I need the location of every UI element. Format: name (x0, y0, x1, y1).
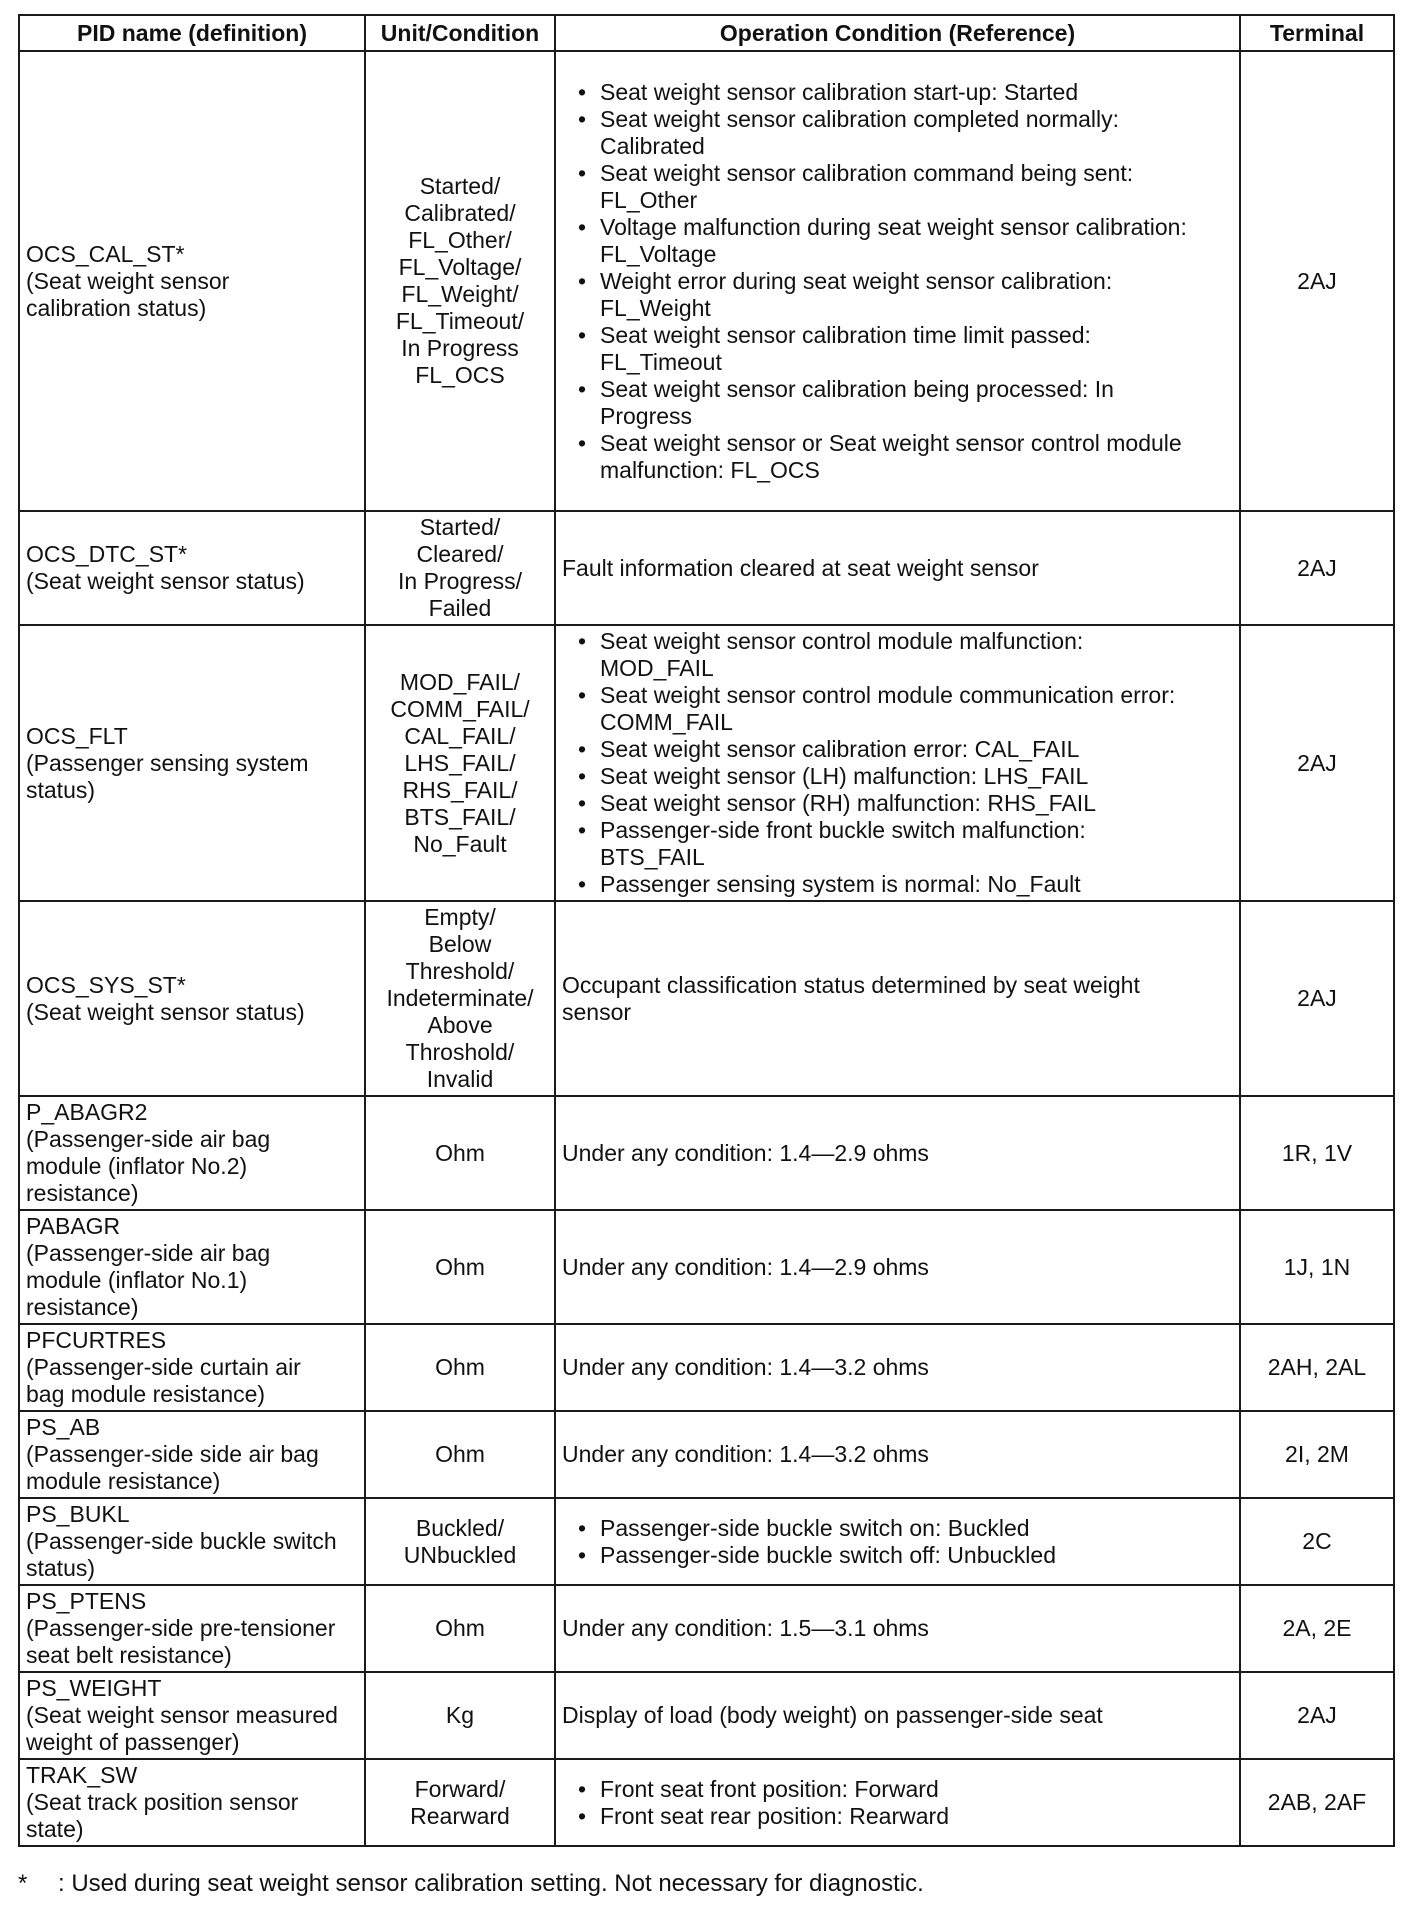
pid-definition-line: (Passenger-side buckle switch (26, 1528, 337, 1554)
condition-cell (555, 1411, 1240, 1498)
condition-item-line: • Passenger-side buckle switch off: Unbuckled (600, 1541, 1056, 1568)
unit-line: Ohm (435, 1354, 485, 1380)
pid-definition-line: resistance) (26, 1180, 139, 1206)
pid-cell (19, 1759, 365, 1846)
condition-item-line: • Seat weight sensor calibration time limit passed: (600, 321, 1091, 348)
unit-cell (365, 1411, 555, 1498)
header-terminal: Terminal (1240, 15, 1394, 51)
condition-item-line: • Seat weight sensor control module communication error: (600, 682, 1176, 708)
pid-definition-line: (Passenger-side pre-tensioner (26, 1615, 336, 1641)
unit-line: MOD_FAIL/ (399, 668, 521, 695)
unit-cell (365, 511, 555, 625)
condition-item-line: • Passenger-side buckle switch on: Buckled (600, 1514, 1030, 1541)
condition-text-line: Occupant classification status determined by seat weight (562, 971, 1140, 998)
condition-cell (555, 1498, 1240, 1585)
table-header-row (19, 15, 1394, 51)
pid-definition-line: (Seat weight sensor (26, 267, 230, 294)
table-row (19, 51, 1394, 511)
table-row (19, 1210, 1394, 1324)
table-row (19, 1585, 1394, 1672)
pid-definition-line: (Passenger sensing system (26, 749, 309, 776)
condition-cell (555, 1585, 1240, 1672)
condition-list (562, 628, 1233, 898)
table-row (19, 1411, 1394, 1498)
footnote-marker: * (18, 1870, 28, 1897)
condition-item-line: Progress (600, 402, 693, 429)
pid-name: PS_BUKL (26, 1501, 130, 1527)
unit-line: FL_Other/ (408, 227, 512, 253)
condition-item-line: • Front seat rear position: Rearward (600, 1802, 949, 1829)
condition-item (578, 79, 1233, 106)
unit-line: UNbuckled (403, 1541, 517, 1568)
terminal-cell: 2C (1240, 1498, 1394, 1585)
pid-name: PS_WEIGHT (26, 1675, 162, 1701)
condition-item-line: COMM_FAIL (600, 709, 733, 735)
pid-definition-line: module (inflator No.2) (26, 1153, 248, 1179)
condition-item-line: BTS_FAIL (600, 844, 705, 870)
condition-item (578, 214, 1233, 268)
condition-item (578, 322, 1233, 376)
terminal-cell: 2A, 2E (1240, 1585, 1394, 1672)
table-row (19, 1672, 1394, 1759)
unit-line: Ohm (435, 1615, 485, 1641)
unit-line: COMM_FAIL/ (390, 695, 530, 722)
unit-line: No_Fault (413, 830, 507, 857)
unit-line: RHS_FAIL/ (402, 776, 518, 803)
condition-item-line: • Seat weight sensor or Seat weight sensor control module (600, 429, 1182, 456)
table-body (19, 51, 1394, 1846)
unit-cell (365, 1585, 555, 1672)
pid-name: OCS_FLT (26, 722, 128, 749)
table-row (19, 625, 1394, 901)
condition-cell (555, 901, 1240, 1096)
condition-item-line: • Seat weight sensor calibration being processed: In (600, 375, 1114, 402)
unit-cell (365, 1096, 555, 1210)
condition-item-line: • Passenger sensing system is normal: No_Fault (600, 871, 1081, 897)
condition-item (578, 790, 1233, 817)
condition-item-line: • Front seat front position: Forward (600, 1775, 939, 1802)
condition-text-line: Fault information cleared at seat weight sensor (562, 554, 1039, 581)
pid-definition-line: module (inflator No.1) (26, 1267, 248, 1293)
unit-line: FL_Voltage/ (398, 254, 522, 280)
condition-item-line: • Seat weight sensor calibration error: CAL_FAIL (600, 736, 1080, 762)
footnote-text: : Used during seat weight sensor calibration setting. Not necessary for diagnostic. (58, 1870, 924, 1897)
condition-item-line: • Seat weight sensor calibration completed normally: (600, 105, 1120, 132)
unit-cell (365, 625, 555, 901)
unit-line: Empty/ (424, 904, 496, 930)
unit-line: Below (428, 931, 492, 957)
terminal-cell: 2AH, 2AL (1240, 1324, 1394, 1411)
condition-item (578, 268, 1233, 322)
terminal-cell: 2AJ (1240, 1672, 1394, 1759)
unit-line: Ohm (435, 1253, 485, 1280)
condition-list (562, 1776, 1233, 1830)
condition-cell (555, 51, 1240, 511)
terminal-cell: 1R, 1V (1240, 1096, 1394, 1210)
condition-item (578, 430, 1233, 484)
pid-definition-line: weight of passenger) (26, 1729, 240, 1755)
condition-cell (555, 1096, 1240, 1210)
pid-cell (19, 51, 365, 511)
condition-item-line: • Weight error during seat weight sensor calibration: (600, 267, 1113, 294)
condition-item-line: FL_Timeout (600, 348, 722, 375)
condition-cell (555, 1759, 1240, 1846)
pid-definition-line: seat belt resistance) (26, 1642, 232, 1668)
unit-cell (365, 1672, 555, 1759)
condition-item (578, 871, 1233, 898)
condition-item (578, 682, 1233, 736)
condition-item (578, 763, 1233, 790)
unit-line: In Progress/ (398, 568, 522, 594)
pid-definition-line: (Passenger-side air bag (26, 1240, 271, 1266)
condition-item (578, 736, 1233, 763)
condition-item-line: MOD_FAIL (600, 655, 714, 681)
condition-cell (555, 1324, 1240, 1411)
unit-line: Threshold/ (405, 958, 515, 984)
table-row (19, 1498, 1394, 1585)
condition-cell (555, 511, 1240, 625)
unit-cell (365, 1210, 555, 1324)
condition-item (578, 376, 1233, 430)
condition-list (562, 79, 1233, 484)
pid-table (18, 14, 1395, 1847)
pid-definition-line: (Seat track position sensor (26, 1789, 299, 1815)
pid-cell (19, 1324, 365, 1411)
condition-item-line: malfunction: FL_OCS (600, 456, 820, 483)
condition-cell (555, 625, 1240, 901)
pid-definition-line: status) (26, 776, 96, 803)
condition-item-line: FL_Other (600, 186, 698, 213)
condition-item-line: • Passenger-side front buckle switch malfunction: (600, 817, 1086, 843)
unit-line: FL_OCS (415, 362, 505, 388)
condition-text-line: Under any condition: 1.4—3.2 ohms (562, 1354, 929, 1380)
condition-item-line: • Voltage malfunction during seat weight sensor calibration: (600, 213, 1187, 240)
pid-definition-line: (Passenger-side side air bag (26, 1441, 319, 1467)
unit-line: Failed (428, 595, 492, 621)
condition-text-line: sensor (562, 998, 632, 1025)
unit-cell (365, 901, 555, 1096)
condition-item-line: • Seat weight sensor calibration start-up: Started (600, 78, 1079, 105)
condition-list (562, 1515, 1233, 1569)
condition-item (578, 1803, 1233, 1830)
terminal-cell: 2AJ (1240, 625, 1394, 901)
condition-text-line: Under any condition: 1.4—3.2 ohms (562, 1441, 929, 1467)
condition-text-line: Under any condition: 1.4—2.9 ohms (562, 1253, 929, 1280)
table-row (19, 901, 1394, 1096)
condition-item-line: • Seat weight sensor control module malfunction: (600, 628, 1084, 654)
unit-line: Rearward (410, 1802, 510, 1829)
unit-line: Cleared/ (416, 541, 504, 567)
unit-line: FL_Weight/ (401, 281, 519, 307)
table-row (19, 1759, 1394, 1846)
condition-cell (555, 1210, 1240, 1324)
unit-cell (365, 1759, 555, 1846)
pid-name: PS_AB (26, 1414, 101, 1440)
pid-cell (19, 1096, 365, 1210)
unit-line: Indeterminate/ (386, 985, 534, 1011)
condition-text-line: Under any condition: 1.5—3.1 ohms (562, 1615, 929, 1641)
pid-name: PABAGR (26, 1213, 121, 1239)
terminal-cell: 2AJ (1240, 511, 1394, 625)
condition-item-line: • Seat weight sensor (LH) malfunction: LHS_FAIL (600, 763, 1089, 789)
pid-cell (19, 1210, 365, 1324)
condition-text-line: Under any condition: 1.4—2.9 ohms (562, 1139, 929, 1166)
pid-cell (19, 901, 365, 1096)
pid-definition-line: (Seat weight sensor measured (26, 1702, 338, 1728)
pid-name: PFCURTRES (26, 1327, 167, 1353)
unit-line: CAL_FAIL/ (404, 722, 516, 749)
unit-line: FL_Timeout/ (395, 308, 525, 334)
table-row (19, 1096, 1394, 1210)
condition-item-line: • Seat weight sensor calibration command being sent: (600, 159, 1134, 186)
pid-definition-line: (Passenger-side air bag (26, 1126, 271, 1152)
condition-item-line: FL_Voltage (600, 240, 717, 267)
pid-name: OCS_DTC_ST* (26, 541, 188, 567)
unit-line: LHS_FAIL/ (404, 749, 516, 776)
pid-cell (19, 1411, 365, 1498)
unit-line: Buckled/ (415, 1514, 505, 1541)
condition-item (578, 817, 1233, 871)
pid-definition-line: (Seat weight sensor status) (26, 998, 305, 1025)
unit-line: Invalid (426, 1066, 494, 1092)
unit-line: Ohm (435, 1139, 485, 1166)
unit-line: Calibrated/ (404, 200, 516, 226)
condition-item (578, 106, 1233, 160)
pid-cell (19, 1672, 365, 1759)
table-row (19, 1324, 1394, 1411)
condition-item-line: FL_Weight (600, 294, 711, 321)
pid-name: TRAK_SW (26, 1762, 138, 1788)
pid-cell (19, 511, 365, 625)
unit-cell (365, 51, 555, 511)
unit-line: Started/ (419, 514, 501, 540)
unit-line: In Progress (401, 335, 519, 361)
pid-cell (19, 1585, 365, 1672)
condition-item (578, 1776, 1233, 1803)
condition-cell (555, 1672, 1240, 1759)
pid-name: OCS_SYS_ST* (26, 971, 186, 998)
unit-line: Forward/ (414, 1775, 506, 1802)
footnote (18, 1870, 924, 1898)
header-operation-condition: Operation Condition (Reference) (555, 15, 1240, 51)
unit-cell (365, 1498, 555, 1585)
unit-cell (365, 1324, 555, 1411)
pid-cell (19, 1498, 365, 1585)
pid-name: PS_PTENS (26, 1588, 147, 1614)
pid-definition-line: state) (26, 1816, 84, 1842)
condition-item-line: • Seat weight sensor (RH) malfunction: RHS_FAIL (600, 790, 1096, 816)
unit-line: Throshold/ (405, 1039, 515, 1065)
pid-definition-line: (Passenger-side curtain air (26, 1354, 301, 1380)
pid-definition-line: status) (26, 1555, 96, 1581)
terminal-cell: 2AJ (1240, 51, 1394, 511)
unit-line: Kg (445, 1702, 475, 1728)
pid-cell (19, 625, 365, 901)
terminal-cell: 2AJ (1240, 901, 1394, 1096)
unit-line: Started/ (419, 173, 501, 199)
header-pid-name: PID name (definition) (19, 15, 365, 51)
terminal-cell: 2I, 2M (1240, 1411, 1394, 1498)
pid-definition-line: (Seat weight sensor status) (26, 568, 305, 594)
pid-reference-document (18, 14, 1393, 1847)
condition-item (578, 160, 1233, 214)
condition-item (578, 628, 1233, 682)
unit-line: BTS_FAIL/ (404, 803, 516, 830)
pid-definition-line: bag module resistance) (26, 1381, 266, 1407)
unit-line: Above (427, 1012, 493, 1038)
pid-name: OCS_CAL_ST* (26, 240, 185, 267)
terminal-cell: 2AB, 2AF (1240, 1759, 1394, 1846)
header-unit-condition: Unit/Condition (365, 15, 555, 51)
table-row (19, 511, 1394, 625)
terminal-cell: 1J, 1N (1240, 1210, 1394, 1324)
condition-item-line: Calibrated (600, 132, 705, 159)
pid-definition-line: calibration status) (26, 294, 207, 321)
condition-text-line: Display of load (body weight) on passenger-side seat (562, 1702, 1103, 1728)
pid-name: P_ABAGR2 (26, 1099, 148, 1125)
pid-definition-line: resistance) (26, 1294, 139, 1320)
unit-line: Ohm (435, 1441, 485, 1467)
condition-item (578, 1542, 1233, 1569)
pid-definition-line: module resistance) (26, 1468, 221, 1494)
condition-item (578, 1515, 1233, 1542)
